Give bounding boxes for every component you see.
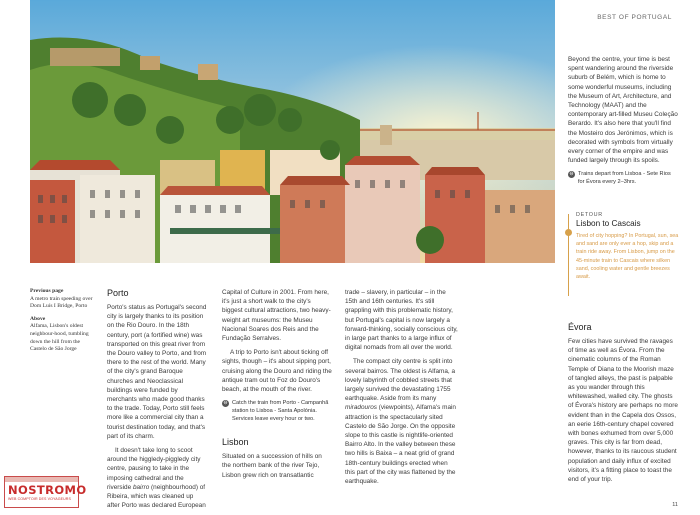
lisbon-paragraph-1: Situated on a succession of hills on the northern bank of the river Tejo, Lisbon grew rich on transatlantic — [222, 453, 322, 479]
train-icon: ⊖ — [223, 400, 228, 407]
caption-previous — [30, 288, 96, 311]
caption-above — [30, 316, 96, 354]
lisbon-heading: Lisbon — [222, 437, 249, 448]
detour-text: Tired of city hopping? In Portugal, sun, sea and sand are only ever a hop, skip and a train ride away. From Lisbon, jump on the 45-minute train to Cascais where silken sand, cooling water and gentle breezes await. — [576, 233, 679, 281]
lisbon-paragraph-3: The compact city centre is split into several bairros. The oldest is Alfama, a lovely labyrinth of cobbled streets that largely survived the devastating 1755 earthquake. Aside from its many miradouros (viewpoints), Alfama's main attraction is the spectacularly sited Castelo de São Jorge. On the opposite slope to this castle is nightlife-oriented Bairro Alto. In the valley between these two hills is Baixa – a neat grid of grand 18th-century buildings erected when this part of the city was flattened by the earthquake. — [345, 358, 456, 486]
caption-above-title: Above — [30, 315, 46, 322]
caption-previous-text: A metro train speeding over Dom Luís I Bridge, Porto — [30, 295, 93, 310]
lisbon-paragraph-2: trade – slavery, in particular – in the 15th and 16th centuries. It's still grappling with this problematic history, but Portugal's capital is now largely a forward-thinking, socially conscious city, in large part thanks to a large influx of digital nomads from all over the world. — [345, 289, 458, 352]
porto-heading: Porto — [107, 288, 129, 298]
evora-paragraph: Few cities have survived the ravages of time as well as Évora. From the cinematic columns of the Roman Temple of Diana to the Moorish maze of tangled alleys, the past is palpable as you wander through this whitewashed, walled city. The ghosts of Évora's history are perhaps no more evident than in the Capela dos Ossos, an eerie 16th-century chapel covered with bones exhumed from over 5,000 graves. This city is far from dead, however, thanks to its raucous student population and daily influx of excited visitors, it's a fitting place to toast the end of your trip. — [568, 338, 678, 484]
detour-label: DETOUR — [576, 212, 603, 218]
evora-column — [568, 322, 678, 489]
photo-captions — [30, 288, 96, 359]
porto-paragraph-3: Capital of Culture in 2001. From here, it's just a short walk to the city's biggest cultural attractions, two heavy-weight art museums: the Museu Nacional Soares dos Reis and the Fundação Serralves. — [222, 289, 331, 343]
nostromo-logo — [4, 476, 87, 508]
detour-accent-line — [568, 214, 569, 296]
caption-previous-title: Previous page — [30, 288, 64, 294]
train-tip-evora — [568, 170, 678, 186]
right-column-intro — [568, 55, 678, 186]
logo-name: NOSTROMO — [8, 483, 87, 497]
train-icon: ⊖ — [569, 171, 574, 178]
lisbon-column — [345, 288, 458, 491]
porto-paragraph-1: Porto's status as Portugal's second city is largely thanks to its position on the Rio Douro. In the 18th century, port (a fortified wine) was transported on this great river from the Douro valley to Porto, and from there to the rest of the world. Many of the city's grand Baroque churches and Neoclassical buildings were funded by merchants who made good thanks to the trade. Today, Porto still feels more like a commercial city than a tourist destination today, and that's part of its charm. — [107, 304, 207, 440]
running-head: BEST OF PORTUGAL — [597, 14, 672, 21]
logo-strip — [5, 477, 78, 482]
evora-heading: Évora — [568, 322, 592, 332]
porto-paragraph-4: A trip to Porto isn't about ticking off sights, though – it's about sipping port, cruising along the Douro and riding the antique tram out to Foz do Douro's beach, at the mouth of the river. — [222, 349, 332, 394]
train-tip-lisbon-text: Catch the train from Porto - Campanhã station to Lisboa - Santa Apolónia. Services leave every hour or two. — [232, 400, 329, 423]
caption-above-text: Alfama, Lisbon's oldest neighbour-hood, tumbling down the hill from the Castelo de São Jorge — [30, 323, 89, 353]
porto-column — [107, 288, 207, 515]
page-number-right: 11 — [672, 502, 678, 508]
porto-paragraph-2: It doesn't take long to scoot around the higgledy-piggledy city centre, pausing to take in the imposing cathedral and the riverside bairro (neighbourhood) of Ribeira, which was cleaned up after Porto was declared European — [107, 447, 206, 510]
belem-paragraph: Beyond the centre, your time is best spent wandering around the riverside suburb of Belém, which is home to some wonderful museums, including the Museum of Art, Architecture, and Technology (MAAT) and the contemporary art-filled Museu Coleção Berardo. It's also here that you'll find the Mosteiro dos Jerónimos, which is decorated with symbols from virtually every corner of the empire and was funded largely through its spoils. — [568, 56, 678, 165]
train-tip-lisbon — [222, 399, 332, 423]
porto-continued-column — [222, 288, 332, 485]
detour-title: Lisbon to Cascais — [576, 219, 641, 228]
train-tip-text: Trains depart from Lisboa - Sete Rios for Évora every 2–3hrs. — [578, 171, 671, 186]
hero-photo-lisbon — [30, 0, 555, 263]
detour-box — [576, 212, 680, 281]
detour-marker-icon — [565, 229, 572, 236]
logo-subtitle: WEB COMPTOIR DES VOYAGEURS — [8, 497, 71, 501]
